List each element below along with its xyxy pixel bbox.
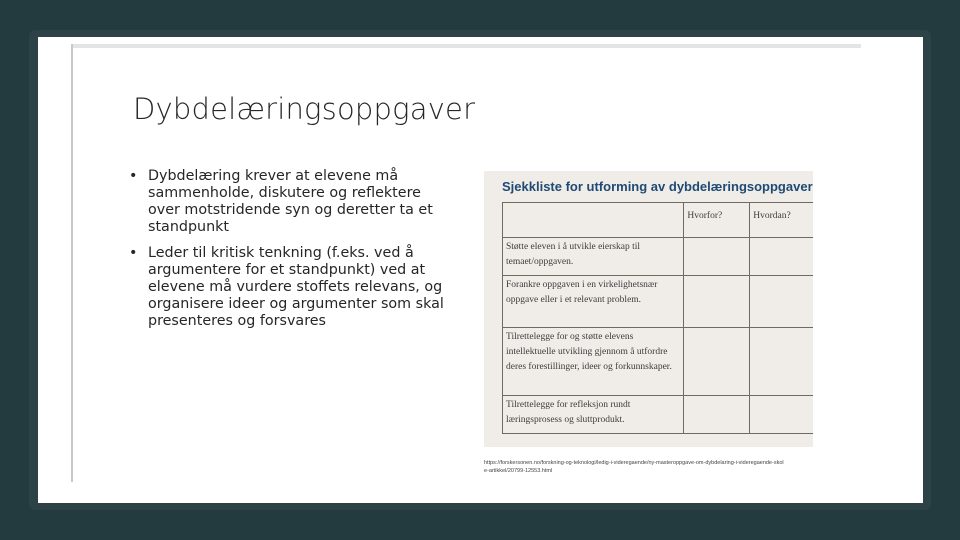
- bullet-item: [126, 168, 456, 236]
- source-url: https://forskersonen.no/forskning-og-teknologi/ledig-i-videregaende/ny-masteroppgave-om-dybdelaring-i-videregaende-skole-artikkel/20799-12553.html: [484, 460, 784, 474]
- bullet-item: [126, 245, 456, 330]
- slide-left-rule: [71, 44, 73, 482]
- table-row: [503, 328, 814, 396]
- row-cell: [684, 238, 750, 276]
- checklist-image: [484, 171, 813, 447]
- checklist-table: [502, 202, 813, 434]
- checklist-title: Sjekkliste for utforming av dybdelæringsoppgaver: [502, 179, 813, 194]
- row-criterion: Tilrettelegge for og støtte elevens intellektuelle utvikling gjennom å utfordre deres forestillinger, ideer og forkunnskaper.: [503, 328, 684, 396]
- row-cell: [750, 238, 813, 276]
- table-header-row: [503, 203, 814, 238]
- bullet-list: [126, 168, 456, 339]
- table-row: [503, 396, 814, 434]
- row-cell: [750, 396, 813, 434]
- bullet-text: Dybdelæring krever at elevene må sammenholde, diskutere og reflektere over motstridende syn og deretter ta et standpunkt: [148, 168, 433, 235]
- bullet-marker: •: [129, 168, 138, 184]
- header-cell-how: Hvordan?: [750, 203, 813, 238]
- row-criterion: Tilrettelegge for refleksjon rundt læringsprosess og sluttprodukt.: [503, 396, 684, 434]
- row-cell: [684, 276, 750, 328]
- table-row: [503, 276, 814, 328]
- header-cell: [503, 203, 684, 238]
- row-cell: [750, 276, 813, 328]
- header-cell-why: Hvorfor?: [684, 203, 750, 238]
- row-criterion: Forankre oppgaven i en virkelighetsnær oppgave eller i et relevant problem.: [503, 276, 684, 328]
- slide-title: Dybdelæringsoppgaver: [133, 92, 476, 126]
- bullet-marker: •: [129, 245, 138, 261]
- slide-top-rule: [72, 44, 861, 48]
- row-criterion: Støtte eleven i å utvikle eierskap til temaet/oppgaven.: [503, 238, 684, 276]
- bullet-text: Leder til kritisk tenkning (f.eks. ved å argumentere for et standpunkt) ved at elevene må vurdere stoffets relevans, og organisere ideer og argumenter som skal presenteres og forsvares: [148, 245, 444, 329]
- row-cell: [750, 328, 813, 396]
- row-cell: [684, 396, 750, 434]
- table-row: [503, 238, 814, 276]
- row-cell: [684, 328, 750, 396]
